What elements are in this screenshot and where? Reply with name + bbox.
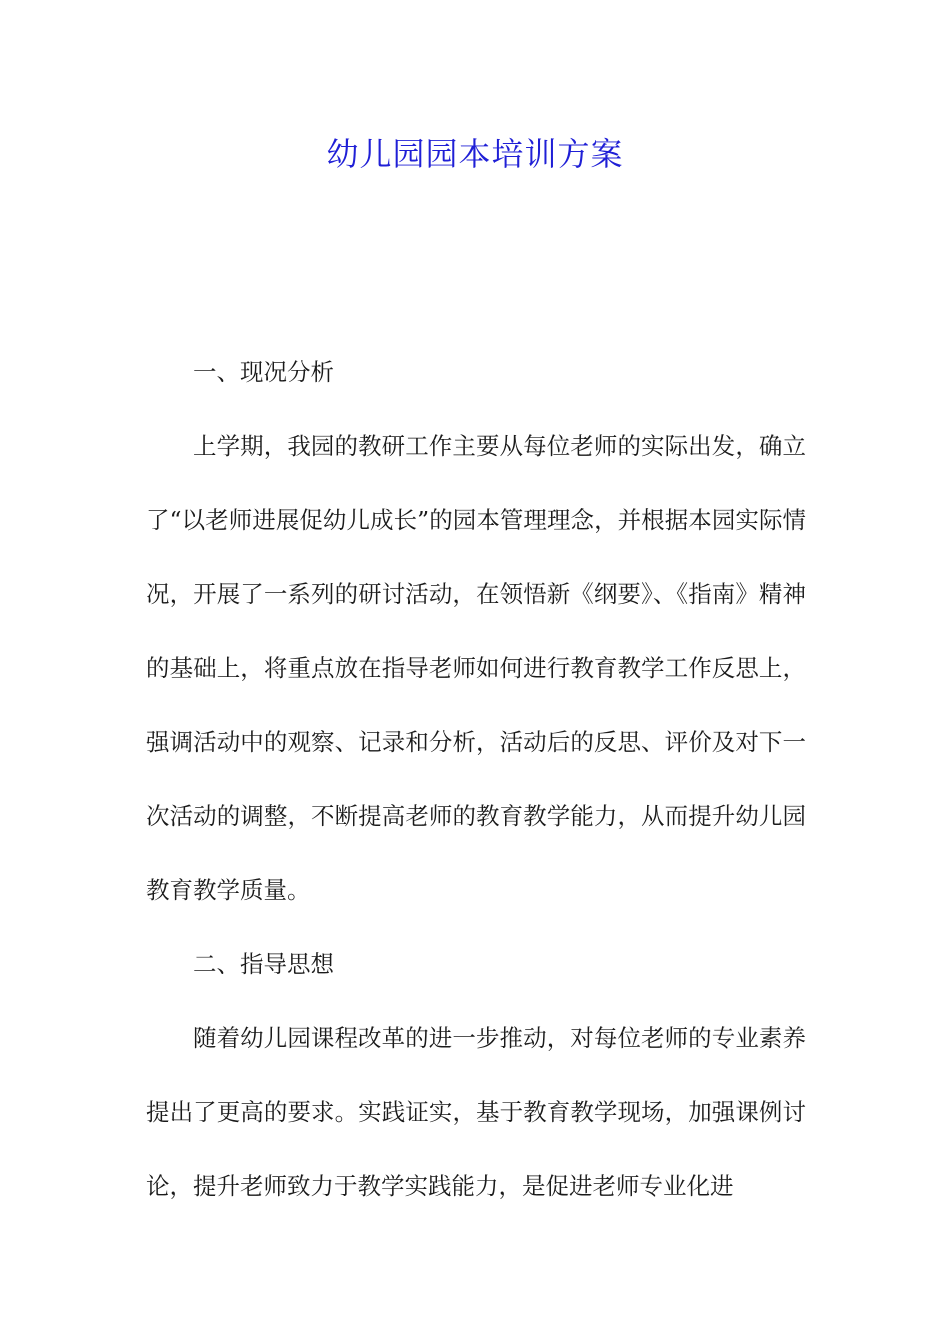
paragraph-situation-analysis: 上学期，我园的教研工作主要从每位老师的实际出发，确立了“以老师进展促幼儿成长”的园本管理理念，并根据本园实际情况，开展了一系列的研讨活动，在领悟新《纲要》、《指南》精神的基础上，将重点放在指导老师如何进行教育教学工作反思上，强调活动中的观察、记录和分析，活动后的反思、评价及对下一次活动的调整，不断提高老师的教育教学能力，从而提升幼儿园教育教学质量。 <box>146 432 806 904</box>
section-heading-guiding-ideology: 二、指导思想 <box>193 950 334 978</box>
document-title: 幼儿园园本培训方案 <box>326 135 624 173</box>
paragraph-guiding-ideology: 随着幼儿园课程改革的进一步推动，对每位老师的专业素养提出了更高的要求。实践证实，基于教育教学现场，加强课例讨论，提升老师致力于教学实践能力，是促进老师专业化进 <box>146 1024 806 1200</box>
document-body <box>146 335 806 1223</box>
section-heading-situation-analysis: 一、现况分析 <box>193 358 334 386</box>
